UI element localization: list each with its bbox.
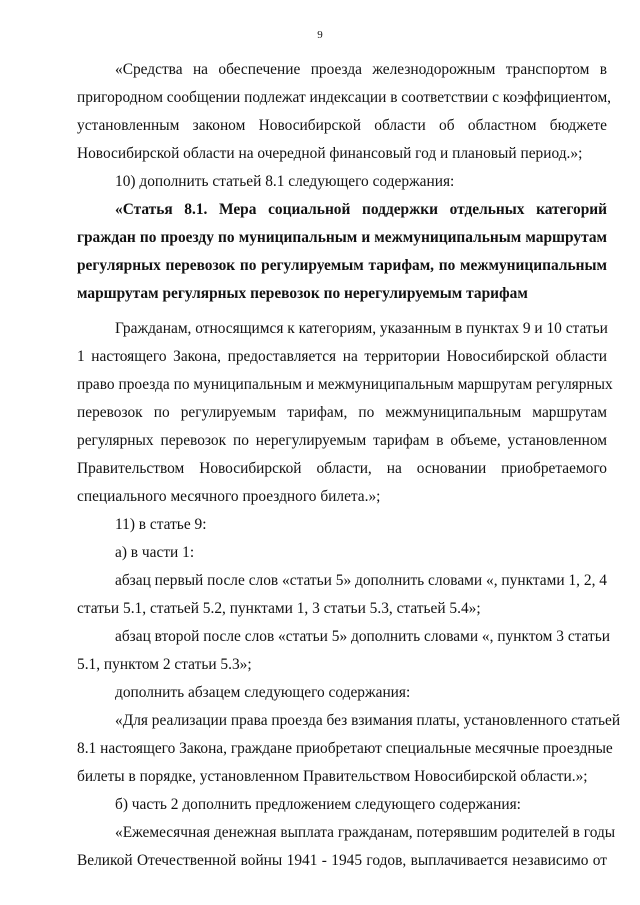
- text-line: 5.1, пунктом 2 статьи 5.3»;: [77, 656, 252, 673]
- paragraph-monthly-payment: [77, 819, 616, 875]
- text-line: 1 настоящего Закона, предоставляется на территории Новосибирской области: [77, 348, 607, 365]
- paragraph-article-8-1-body: [77, 315, 613, 511]
- article-8-1-heading: [77, 196, 607, 308]
- text-line: Новосибирской области на очередной финансовый год и плановый период.»;: [77, 145, 583, 162]
- text-line: Гражданам, относящимся к категориям, указанным в пунктах 9 и 10 статьи: [115, 320, 608, 337]
- paragraph-subitem-a: [77, 539, 607, 567]
- paragraph-subitem-b: [77, 791, 607, 819]
- text-line: «Ежемесячная денежная выплата гражданам, потерявшим родителей в годы: [115, 824, 616, 841]
- text-line: билеты в порядке, установленном Правительством Новосибирской области.»;: [77, 768, 588, 785]
- text-line: а) в части 1:: [115, 544, 195, 561]
- paragraph-second-abzac: [77, 623, 610, 679]
- text-line: установленным законом Новосибирской области об областном бюджете: [77, 117, 607, 134]
- text-line: б) часть 2 дополнить предложением следующего содержания:: [115, 796, 521, 813]
- text-line: регулярных перевозок по нерегулируемым тарифам в объеме, установленном: [77, 432, 607, 449]
- text-line: пригородном сообщении подлежат индексации в соответствии с коэффициентом,: [77, 89, 612, 106]
- paragraph-free-travel: [77, 707, 621, 791]
- text-line: «Средства на обеспечение проезда железнодорожным транспортом в: [115, 61, 607, 78]
- text-line: 11) в статье 9:: [115, 516, 207, 533]
- paragraph-add-abzac: [77, 679, 607, 707]
- heading-line: регулярных перевозок по регулируемым тарифам, по межмуниципальным: [77, 257, 607, 274]
- text-line: статьи 5.1, статьей 5.2, пунктами 1, 3 статьи 5.3, статьей 5.4»;: [77, 600, 481, 617]
- text-line: 8.1 настоящего Закона, граждане приобретают специальные месячные проездные: [77, 740, 613, 757]
- text-line: право проезда по муниципальным и межмуниципальным маршрутам регулярных: [77, 376, 613, 393]
- text-line: абзац первый после слов «статьи 5» дополнить словами «, пунктами 1, 2, 4: [115, 572, 607, 589]
- paragraph-first-abzac: [77, 567, 607, 623]
- text-line: «Для реализации права проезда без взимания платы, установленного статьей: [115, 712, 621, 729]
- text-line: 10) дополнить статьей 8.1 следующего содержания:: [115, 173, 455, 190]
- text-line: Великой Отечественной войны 1941 - 1945 годов, выплачивается независимо от: [77, 852, 607, 869]
- page-number: 9: [317, 29, 323, 41]
- paragraph-item-11: [77, 511, 607, 539]
- text-line: абзац второй после слов «статьи 5» дополнить словами «, пунктом 3 статьи: [115, 628, 610, 645]
- text-line: перевозок по регулируемым тарифам, по межмуниципальным маршрутам: [77, 404, 607, 421]
- text-line: дополнить абзацем следующего содержания:: [115, 684, 411, 701]
- text-line: Правительством Новосибирской области, на основании приобретаемого: [77, 460, 607, 477]
- paragraph-railway-indexation: [77, 56, 612, 168]
- text-block-top: [77, 56, 612, 308]
- heading-line: граждан по проезду по муниципальным и межмуниципальным маршрутам: [77, 229, 607, 246]
- text-block-bottom: [77, 315, 621, 875]
- heading-line: маршрутам регулярных перевозок по нерегулируемым тарифам: [77, 285, 528, 302]
- heading-line: «Статья 8.1. Мера социальной поддержки отдельных категорий: [115, 201, 607, 218]
- paragraph-item-10: [77, 168, 607, 196]
- text-line: специального месячного проездного билета.»;: [77, 488, 381, 505]
